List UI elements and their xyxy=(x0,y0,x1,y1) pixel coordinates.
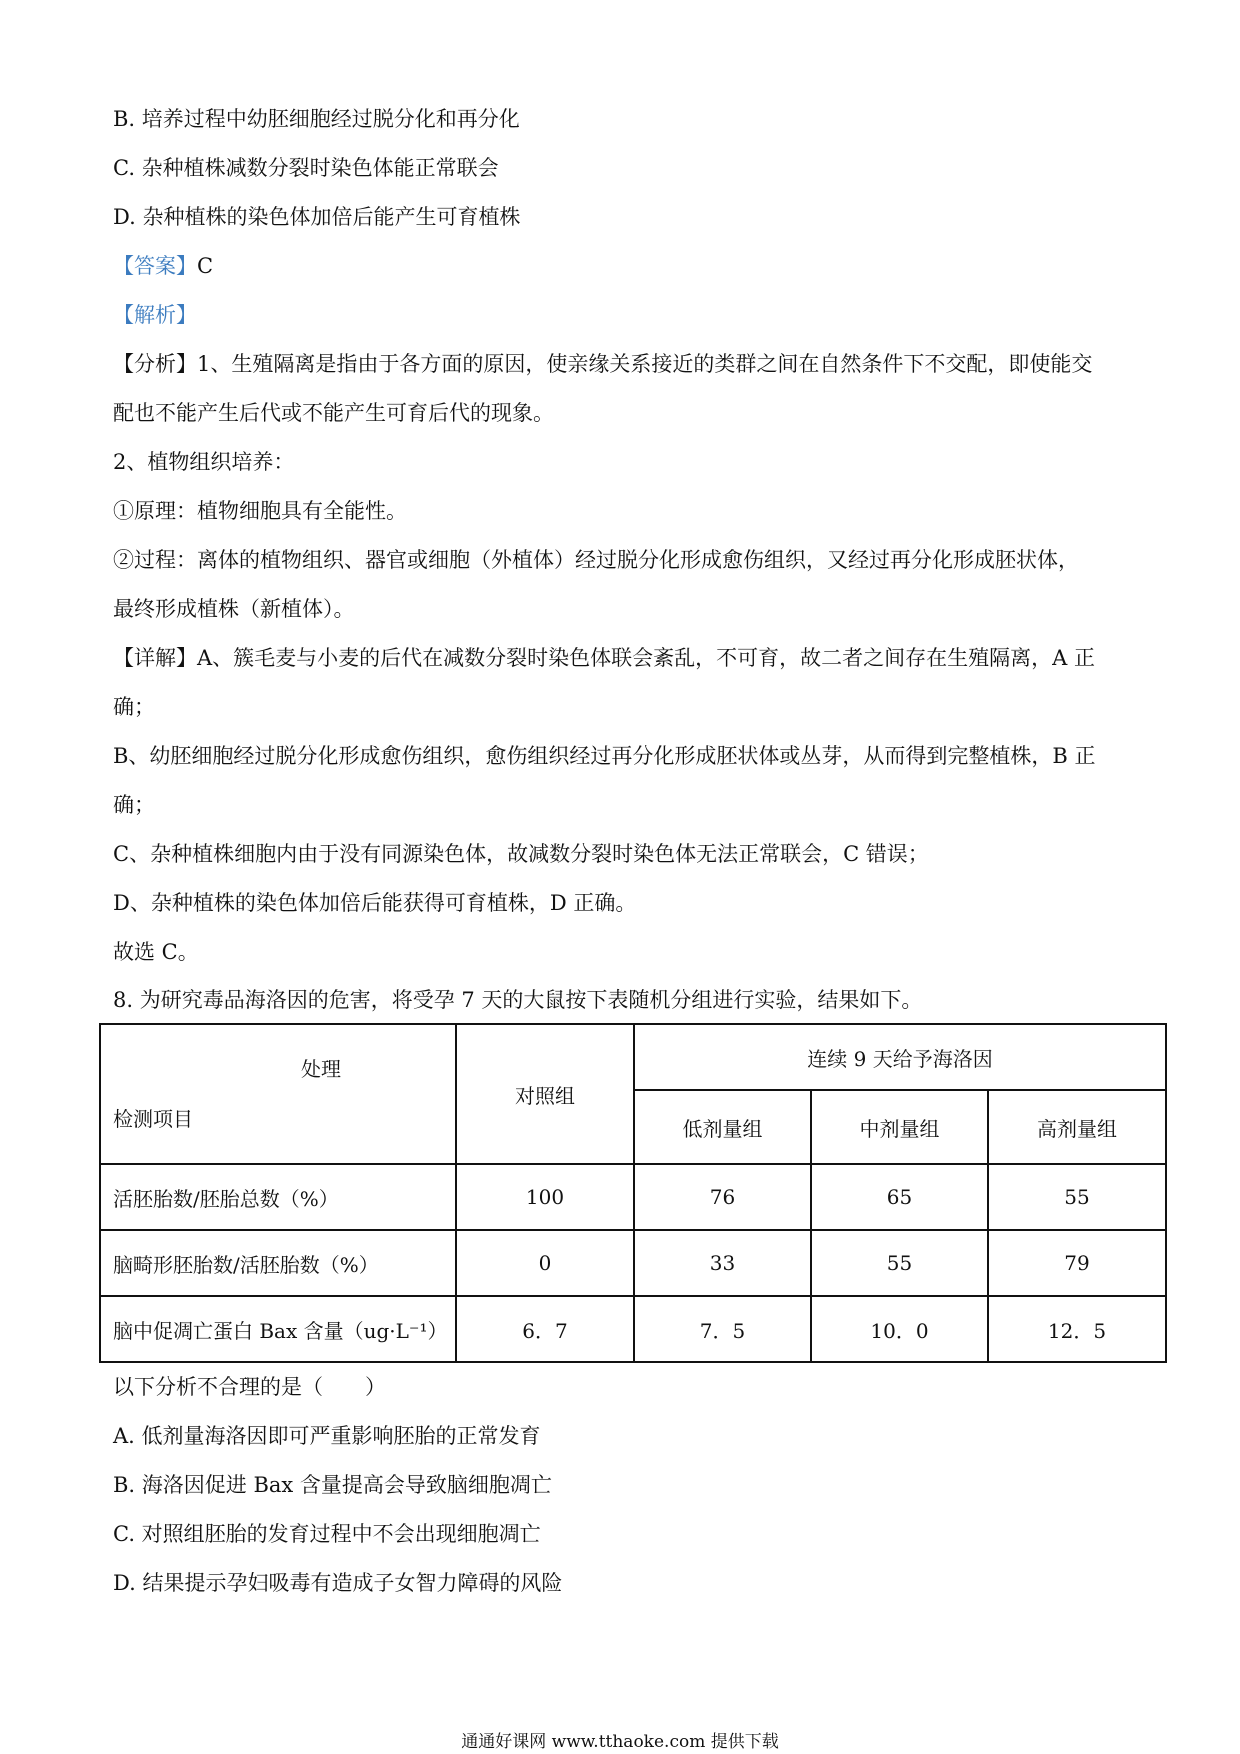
mid-dose-header: 中剂量组 xyxy=(811,1090,988,1164)
explanation-line: C、杂种植株细胞内由于没有同源染色体，故减数分裂时染色体无法正常联会，C 错误； xyxy=(113,842,929,866)
q8-option-b: B. 海洛因促进 Bax 含量提高会导致脑细胞凋亡 xyxy=(113,1473,552,1497)
table-cell: 55 xyxy=(988,1164,1166,1230)
table-cell: 6．7 xyxy=(456,1296,634,1362)
table-row xyxy=(100,1230,1166,1296)
experiment-table xyxy=(99,1023,1167,1363)
explanation-line: 确； xyxy=(113,695,155,719)
explanation-line: 【分析】1、生殖隔离是指由于各方面的原因，使亲缘关系接近的类群之间在自然条件下不交配，即使能交 xyxy=(113,352,1093,376)
explanation-line: ①原理：植物细胞具有全能性。 xyxy=(113,499,407,523)
q8-option-a: A. 低剂量海洛因即可严重影响胚胎的正常发育 xyxy=(113,1424,541,1448)
explanation-line: 故选 C。 xyxy=(113,940,199,964)
answer-line xyxy=(113,251,213,281)
explanation-line: D、杂种植株的染色体加倍后能获得可育植株，D 正确。 xyxy=(113,891,637,915)
table-cell: 100 xyxy=(456,1164,634,1230)
high-dose-header: 高剂量组 xyxy=(988,1090,1166,1164)
explanation-line: B、幼胚细胞经过脱分化形成愈伤组织，愈伤组织经过再分化形成胚状体或丛芽，从而得到完整植株，B 正 xyxy=(113,744,1096,768)
explanation-line: 【详解】A、簇毛麦与小麦的后代在减数分裂时染色体联会紊乱，不可育，故二者之间存在生殖隔离，A 正 xyxy=(113,646,1096,670)
control-group-header: 对照组 xyxy=(456,1024,634,1164)
answer-label: 【答案】 xyxy=(113,254,197,278)
low-dose-header: 低剂量组 xyxy=(634,1090,811,1164)
analysis-label: 【解析】 xyxy=(113,303,197,327)
explanation-line: 2、植物组织培养： xyxy=(113,450,295,474)
table-row xyxy=(100,1296,1166,1362)
table-cell: 33 xyxy=(634,1230,811,1296)
answer-value: C xyxy=(197,254,214,278)
option-b-text: B. 培养过程中幼胚细胞经过脱分化和再分化 xyxy=(113,107,520,131)
row-label: 脑中促凋亡蛋白 Bax 含量（ug·L⁻¹） xyxy=(100,1296,456,1362)
corner-header-item: 检测项目 xyxy=(113,1107,193,1131)
explanation-line: 确； xyxy=(113,793,155,817)
corner-header-treatment: 处理 xyxy=(301,1057,341,1081)
q8-option-c: C. 对照组胚胎的发育过程中不会出现细胞凋亡 xyxy=(113,1522,541,1546)
table-cell: 79 xyxy=(988,1230,1166,1296)
q8-option-d: D. 结果提示孕妇吸毒有造成子女智力障碍的风险 xyxy=(113,1571,563,1595)
table-corner-cell xyxy=(100,1024,456,1164)
table-row xyxy=(100,1164,1166,1230)
explanation-line: ②过程：离体的植物组织、器官或细胞（外植体）经过脱分化形成愈伤组织，又经过再分化形成胚状体， xyxy=(113,548,1079,572)
treatment-header: 连续 9 天给予海洛因 xyxy=(634,1024,1166,1090)
option-d-text: D. 杂种植株的染色体加倍后能产生可育植株 xyxy=(113,205,521,229)
table-cell: 65 xyxy=(811,1164,988,1230)
table-cell: 76 xyxy=(634,1164,811,1230)
question-8-stem: 8. 为研究毒品海洛因的危害，将受孕 7 天的大鼠按下表随机分组进行实验，结果如下。 xyxy=(113,988,923,1012)
table-cell: 12．5 xyxy=(988,1296,1166,1362)
option-c-text: C. 杂种植株减数分裂时染色体能正常联会 xyxy=(113,156,499,180)
table-cell: 0 xyxy=(456,1230,634,1296)
explanation-line: 配也不能产生后代或不能产生可育后代的现象。 xyxy=(113,401,554,425)
question-8-prompt: 以下分析不合理的是（ ） xyxy=(113,1375,386,1399)
table-cell: 10．0 xyxy=(811,1296,988,1362)
explanation-line: 最终形成植株（新植体）。 xyxy=(113,597,355,621)
row-label: 脑畸形胚胎数/活胚胎数（%） xyxy=(100,1230,456,1296)
table-cell: 7．5 xyxy=(634,1296,811,1362)
page-footer: 通通好课网 www.tthaoke.com 提供下载 xyxy=(461,1732,779,1752)
table-cell: 55 xyxy=(811,1230,988,1296)
row-label: 活胚胎数/胚胎总数（%） xyxy=(100,1164,456,1230)
